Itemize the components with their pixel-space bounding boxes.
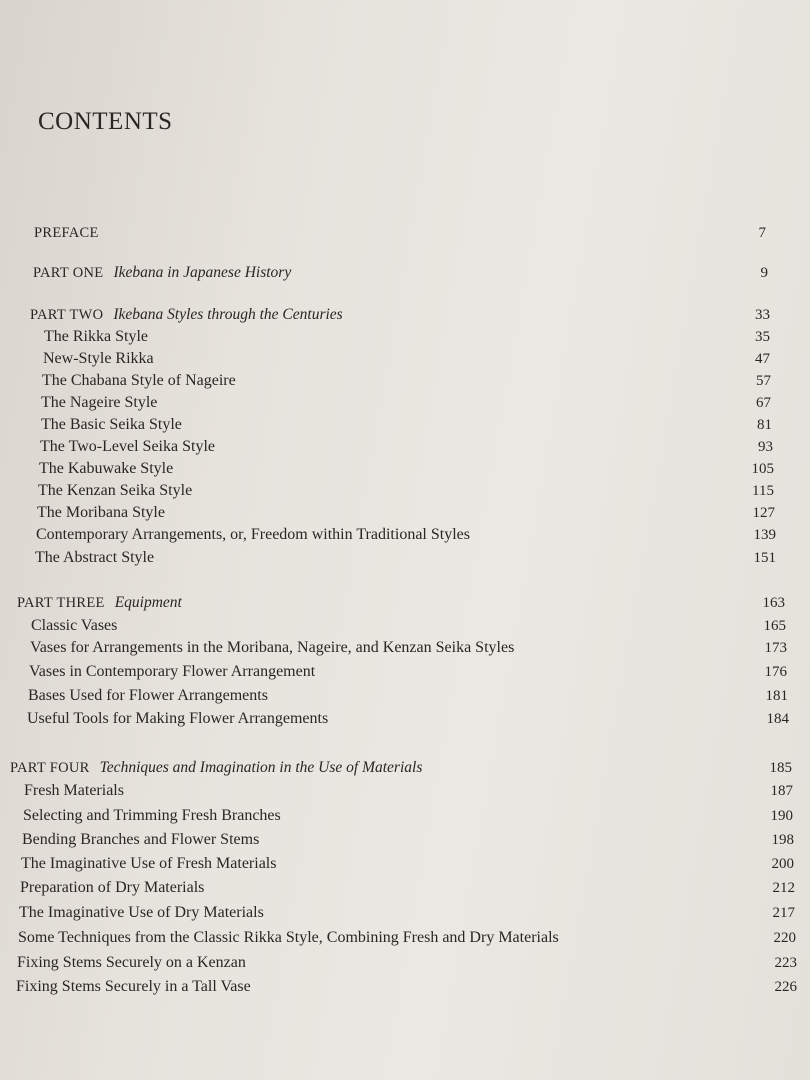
toc-page-number: 67 [756,395,771,411]
toc-entry-label: The Kenzan Seika Style [38,482,193,499]
part-label: PART FOUR [10,760,90,776]
toc-part-two [30,304,770,326]
toc-entry [21,853,794,875]
toc-page-number: 47 [755,351,770,367]
toc-entry-label: The Imaginative Use of Dry Materials [19,904,264,921]
toc-page-number: 198 [771,832,794,848]
toc-page-number: 9 [760,265,768,281]
toc-entry [39,458,774,480]
toc-entry-label: Vases for Arrangements in the Moribana, Nageire, and Kenzan Seika Styles [30,639,515,656]
part-title: Equipment [114,594,182,611]
toc-part-one [33,262,768,284]
toc-entry-label: Useful Tools for Making Flower Arrangements [27,710,329,727]
toc-page-number: 212 [772,880,795,896]
part-label: PART THREE [17,595,105,611]
toc-entry-label: New-Style Rikka [43,350,154,367]
toc-page-number: 139 [753,527,776,543]
toc-page-number: 163 [762,595,785,611]
toc-entry [17,952,797,974]
toc-page-number: 217 [772,905,795,921]
toc-entry [41,414,772,436]
toc-entry [18,927,796,949]
toc-page-number: 223 [774,955,797,971]
toc-entry [43,348,770,370]
toc-entry [16,976,797,998]
toc-page-number: 184 [766,711,789,727]
toc-page-number: 181 [765,688,788,704]
toc-entry-label: Fixing Stems Securely on a Kenzan [17,954,246,971]
toc-page-number: 220 [773,930,796,946]
toc-entry-label: Bending Branches and Flower Stems [22,831,260,848]
toc-entry-label: The Imaginative Use of Fresh Materials [21,855,277,872]
toc-entry [37,502,775,524]
toc-page-number: 105 [751,461,774,477]
toc-entry [29,661,787,683]
part-title: Techniques and Imagination in the Use of Materials [99,759,423,776]
toc-entry-label: The Abstract Style [35,549,155,566]
toc-page-number: 93 [758,439,773,455]
toc-entry-label: Contemporary Arrangements, or, Freedom within Traditional Styles [36,526,470,543]
page-title: CONTENTS [38,108,173,135]
toc-page-number: 81 [757,417,772,433]
toc-entry-label: Fresh Materials [24,782,124,799]
toc-page-number: 165 [763,618,786,634]
toc-page-number: 57 [756,373,771,389]
toc-entry [35,547,776,569]
toc-page-number: 187 [770,783,793,799]
toc-entry-preface [34,222,766,244]
toc-entry [41,392,771,414]
toc-entry-label: The Two-Level Seika Style [40,438,215,455]
toc-entry [42,370,771,392]
toc-page-number: 35 [755,329,770,345]
toc-page-number: 226 [774,979,797,995]
toc-entry [23,805,793,827]
part-label: PART TWO [30,307,104,323]
toc-entry [19,902,795,924]
toc-page-number: 173 [764,640,787,656]
toc-entry-label: The Kabuwake Style [39,460,174,477]
toc-page-number: 151 [753,550,776,566]
toc-entry [28,685,788,707]
toc-page-number: 200 [771,856,794,872]
toc-entry [20,877,795,899]
toc-entry [40,436,773,458]
toc-page-number: 33 [755,307,770,323]
toc-entry-label: Selecting and Trimming Fresh Branches [23,807,281,824]
toc-entry-label: The Rikka Style [44,328,148,345]
part-title: Ikebana in Japanese History [113,264,292,281]
toc-page-number: 7 [758,225,766,241]
toc-page-number: 185 [769,760,792,776]
toc-entry-label: The Basic Seika Style [41,416,182,433]
toc-entry [30,637,787,659]
toc-entry-label: The Chabana Style of Nageire [42,372,236,389]
toc-entry [22,829,794,851]
toc-entry-label: Fixing Stems Securely in a Tall Vase [16,978,251,995]
toc-entry-label: Some Techniques from the Classic Rikka Style, Combining Fresh and Dry Materials [18,929,559,946]
toc-entry [27,708,789,730]
toc-entry [24,780,793,802]
toc-page-number: 127 [752,505,775,521]
toc-entry-label: The Nageire Style [41,394,158,411]
toc-entry-label: Bases Used for Flower Arrangements [28,687,268,704]
toc-part-four [10,757,792,779]
toc-entry-label: The Moribana Style [37,504,165,521]
toc-entry-label: Preparation of Dry Materials [20,879,205,896]
toc-entry-label: Classic Vases [31,617,118,634]
toc-entry [44,326,770,348]
toc-entry [38,480,774,502]
toc-part-three [17,592,785,614]
toc-page-number: 190 [770,808,793,824]
toc-entry-label: Vases in Contemporary Flower Arrangement [29,663,316,680]
toc-entry [36,524,776,546]
part-title: Ikebana Styles through the Centuries [113,306,343,323]
part-label: PART ONE [33,265,104,281]
toc-page-number: 115 [752,483,774,499]
toc-page-number: 176 [764,664,787,680]
toc-entry-label: PREFACE [34,225,99,241]
toc-entry [31,615,786,637]
